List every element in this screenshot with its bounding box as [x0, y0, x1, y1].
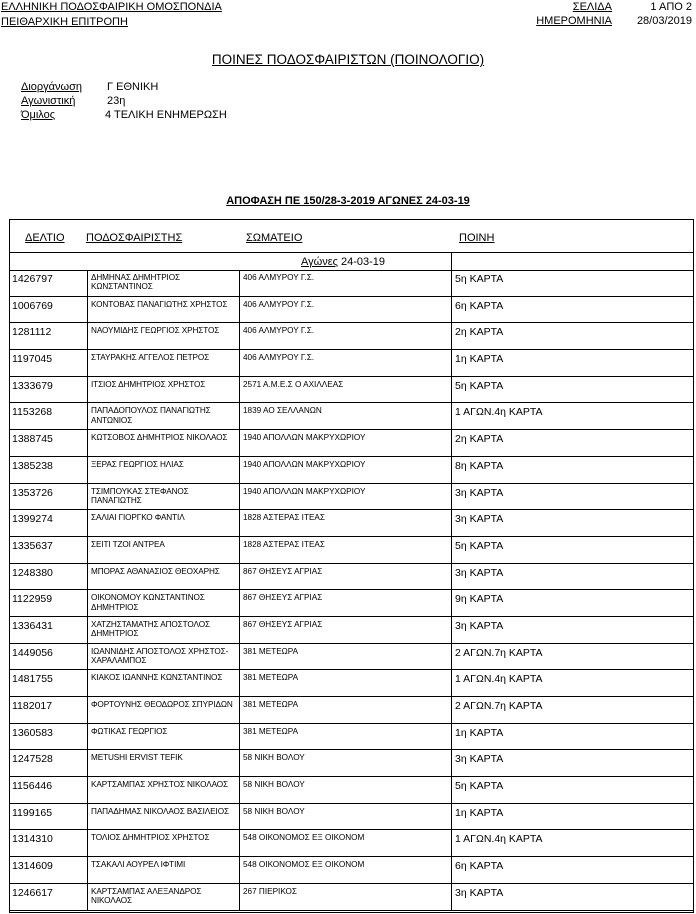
club-name-cell: 381 ΜΕΤΕΩΡΑ — [239, 670, 451, 696]
card-number-cell: 1314310 — [12, 833, 53, 846]
club-name-cell: 1940 ΑΠΟΛΛΩΝ ΜΑΚΡΥΧΩΡΙΟΥ — [239, 430, 451, 456]
club-name-cell: 548 ΟΙΚΟΝΟΜΟΣ ΕΞ ΟΙΚΟΝΟΜ — [239, 830, 451, 856]
card-number-cell: 1360583 — [12, 726, 53, 739]
penalty-cell: 3η ΚΑΡΤΑ — [451, 884, 693, 910]
player-name-cell: ΔΗΜΗΝΑΣ ΔΗΜΗΤΡΙΟΣ ΚΩΝΣΤΑΝΤΙΝΟΣ — [87, 270, 239, 296]
player-name-cell: ΙΤΣΙΟΣ ΔΗΜΗΤΡΙΟΣ ΧΡΗΣΤΟΣ — [87, 377, 239, 403]
match-group-row — [10, 252, 693, 271]
document-title: ΠΟΙΝΕΣ ΠΟΔΟΣΦΑΙΡΙΣΤΩΝ (ΠΟΙΝΟΛΟΓΙΟ) — [211, 52, 485, 67]
table-row — [10, 430, 693, 457]
penalty-cell: 3η ΚΑΡΤΑ — [451, 617, 693, 643]
penalty-cell: 3η ΚΑΡΤΑ — [451, 484, 693, 510]
committee-name: ΠΕΙΘΑΡΧΙΚΗ ΕΠΙΤΡΟΠΗ — [1, 16, 128, 28]
penalty-cell: 1 ΑΓΩΝ.4η ΚΑΡΤΑ — [451, 670, 693, 696]
card-number-cell: 1248380 — [12, 566, 53, 579]
match-group-caption — [301, 256, 385, 268]
table-row — [10, 804, 693, 831]
table-row — [10, 697, 693, 724]
player-name-cell: ΟΙΚΟΝΟΜΟΥ ΚΩΝΣΤΑΝΤΙΝΟΣ ΔΗΜΗΤΡΙΟΣ — [87, 590, 239, 616]
player-name-cell: ΝΑΟΥΜΙΔΗΣ ΓΕΩΡΓΙΟΣ ΧΡΗΣΤΟΣ — [87, 323, 239, 349]
club-name-cell: 548 ΟΙΚΟΝΟΜΟΣ ΕΞ ΟΙΚΟΝΟΜ — [239, 857, 451, 883]
card-number-cell: 1399274 — [12, 513, 53, 526]
card-number-cell: 1335637 — [12, 539, 53, 552]
table-row — [10, 830, 693, 857]
match-group-date: 24-03-19 — [341, 256, 386, 268]
card-number-cell: 1246617 — [12, 886, 53, 899]
club-name-cell: 381 ΜΕΤΕΩΡΑ — [239, 697, 451, 723]
table-row — [10, 644, 693, 671]
player-name-cell: ΣΕΙΤΙ ΤΖΟΙ ΑΝΤΡΕΑ — [87, 537, 239, 563]
club-name-cell: 1828 ΑΣΤΕΡΑΣ ΙΤΕΑΣ — [239, 537, 451, 563]
page-label: ΣΕΛΙΔΑ — [572, 1, 612, 13]
club-name-cell: 1839 ΑΟ ΣΕΛΛΑΝΩΝ — [239, 403, 451, 429]
date-label: ΗΜΕΡΟΜΗΝΙΑ — [536, 15, 612, 27]
competition-value: Γ ΕΘΝΙΚΗ — [107, 81, 159, 93]
player-name-cell: METUSHI ERVIST TEFIK — [87, 750, 239, 776]
table-row — [10, 590, 693, 617]
table-row — [10, 323, 693, 350]
federation-name: ΕΛΛΗΝΙΚΗ ΠΟΔΟΣΦΑΙΡΙΚΗ ΟΜΟΣΠΟΝΔΙΑ — [1, 1, 222, 13]
card-number-cell: 1388745 — [12, 433, 53, 446]
penalty-cell: 3η ΚΑΡΤΑ — [451, 564, 693, 590]
decision-heading: ΑΠΟΦΑΣΗ ΠΕ 150/28-3-2019 ΑΓΩΝΕΣ 24-03-19 — [226, 195, 470, 207]
player-name-cell: ΙΩΑΝΝΙΔΗΣ ΑΠΟΣΤΟΛΟΣ ΧΡΗΣΤΟΣ-ΧΑΡΑΛΑΜΠΟΣ — [87, 644, 239, 670]
club-name-cell: 867 ΘΗΣΕΥΣ ΑΓΡΙΑΣ — [239, 590, 451, 616]
card-number-cell: 1353726 — [12, 486, 53, 499]
card-number-cell: 1197045 — [12, 353, 53, 366]
table-row — [10, 724, 693, 751]
club-name-cell: 406 ΑΛΜΥΡΟΥ Γ.Σ. — [239, 270, 451, 296]
penalty-cell: 1η ΚΑΡΤΑ — [451, 350, 693, 376]
player-name-cell: ΦΟΡΤΟΥΝΗΣ ΘΕΟΔΩΡΟΣ ΣΠΥΡΙΔΩΝ — [87, 697, 239, 723]
player-name-cell: ΧΑΤΖΗΣΤΑΜΑΤΗΣ ΑΠΟΣΤΟΛΟΣ ΔΗΜΗΤΡΙΟΣ — [87, 617, 239, 643]
matchday-value: 23η — [107, 95, 126, 107]
club-name-cell: 58 ΝΙΚΗ ΒΟΛΟΥ — [239, 804, 451, 830]
penalty-cell: 3η ΚΑΡΤΑ — [451, 510, 693, 536]
player-name-cell: ΚΟΝΤΟΒΑΣ ΠΑΝΑΓΙΩΤΗΣ ΧΡΗΣΤΟΣ — [87, 297, 239, 323]
card-number-cell: 1449056 — [12, 646, 53, 659]
player-name-cell: ΚΙΑΚΟΣ ΙΩΑΝΝΗΣ ΚΩΝΣΤΑΝΤΙΝΟΣ — [87, 670, 239, 696]
club-name-cell: 58 ΝΙΚΗ ΒΟΛΟΥ — [239, 750, 451, 776]
card-number-cell: 1314609 — [12, 860, 53, 873]
player-name-cell: ΠΑΠΑΔΟΠΟΥΛΟΣ ΠΑΝΑΓΙΩΤΗΣ ΑΝΤΩΝΙΟΣ — [87, 403, 239, 429]
card-number-cell: 1182017 — [12, 700, 53, 712]
match-group-label: Αγώνες — [301, 256, 338, 268]
penalty-cell: 6η ΚΑΡΤΑ — [451, 857, 693, 883]
penalty-cell: 6η ΚΑΡΤΑ — [451, 297, 693, 323]
player-name-cell: ΤΣΑΚΑΛΙ ΑΟΥΡΕΛ ΙΦΤΙΜΙ — [87, 857, 239, 883]
penalty-cell: 1 ΑΓΩΝ.4η ΚΑΡΤΑ — [451, 830, 693, 856]
column-header-penalty: ΠΟΙΝΗ — [459, 232, 495, 244]
player-name-cell: ΠΑΠΑΔΗΜΑΣ ΝΙΚΟΛΑΟΣ ΒΑΣΙΛΕΙΟΣ — [87, 804, 239, 830]
card-number-cell: 1385238 — [12, 459, 53, 472]
date-value: 28/03/2019 — [636, 15, 692, 27]
penalty-cell: 2η ΚΑΡΤΑ — [451, 430, 693, 456]
club-name-cell: 381 ΜΕΤΕΩΡΑ — [239, 724, 451, 750]
card-number-cell: 1153268 — [12, 406, 53, 419]
player-name-cell: ΞΕΡΑΣ ΓΕΩΡΓΙΟΣ ΗΛΙΑΣ — [87, 457, 239, 483]
table-row — [10, 270, 693, 297]
club-name-cell: 867 ΘΗΣΕΥΣ ΑΓΡΙΑΣ — [239, 564, 451, 590]
club-name-cell: 406 ΑΛΜΥΡΟΥ Γ.Σ. — [239, 323, 451, 349]
card-number-cell: 1426797 — [12, 273, 53, 285]
table-row — [10, 350, 693, 377]
penalty-cell: 5η ΚΑΡΤΑ — [451, 377, 693, 403]
table-row — [10, 484, 693, 511]
player-name-cell: ΚΑΡΤΣΑΜΠΑΣ ΧΡΗΣΤΟΣ ΝΙΚΟΛΑΟΣ — [87, 777, 239, 803]
competition-label: Διοργάνωση — [21, 81, 83, 93]
table-row — [10, 750, 693, 777]
penalty-cell: 2 ΑΓΩΝ.7η ΚΑΡΤΑ — [451, 697, 693, 723]
penalty-cell: 2 ΑΓΩΝ.7η ΚΑΡΤΑ — [451, 644, 693, 670]
penalty-cell: 5η ΚΑΡΤΑ — [451, 777, 693, 803]
card-number-cell: 1199165 — [12, 806, 53, 819]
group-divider — [451, 253, 452, 270]
club-name-cell: 58 ΝΙΚΗ ΒΟΛΟΥ — [239, 777, 451, 803]
penalty-cell: 5η ΚΑΡΤΑ — [451, 270, 693, 296]
player-name-cell: ΚΩΤΣΟΒΟΣ ΔΗΜΗΤΡΙΟΣ ΝΙΚΟΛΑΟΣ — [87, 430, 239, 456]
table-row — [10, 670, 693, 697]
penalty-cell: 3η ΚΑΡΤΑ — [451, 750, 693, 776]
table-row — [10, 564, 693, 591]
club-name-cell: 1940 ΑΠΟΛΛΩΝ ΜΑΚΡΥΧΩΡΙΟΥ — [239, 457, 451, 483]
table-row — [10, 377, 693, 404]
club-name-cell: 1828 ΑΣΤΕΡΑΣ ΙΤΕΑΣ — [239, 510, 451, 536]
penalty-cell: 1 ΑΓΩΝ.4η ΚΑΡΤΑ — [451, 403, 693, 429]
table-row — [10, 297, 693, 324]
table-row — [10, 537, 693, 564]
club-name-cell: 406 ΑΛΜΥΡΟΥ Γ.Σ. — [239, 350, 451, 376]
club-name-cell: 267 ΠΙΕΡΙΚΟΣ — [239, 884, 451, 910]
table-row — [10, 777, 693, 804]
card-number-cell: 1122959 — [12, 593, 53, 606]
table-row — [10, 857, 693, 884]
player-name-cell: ΤΣΙΜΠΟΥΚΑΣ ΣΤΕΦΑΝΟΣ ΠΑΝΑΓΙΩΤΗΣ — [87, 484, 239, 510]
group-label: Όμιλος — [21, 109, 56, 121]
club-name-cell: 406 ΑΛΜΥΡΟΥ Γ.Σ. — [239, 297, 451, 323]
card-number-cell: 1333679 — [12, 379, 53, 392]
card-number-cell: 1247528 — [12, 753, 53, 766]
club-name-cell: 2571 Α.Μ.Ε.Σ Ο ΑΧΙΛΛΕΑΣ — [239, 377, 451, 403]
column-header-player: ΠΟΔΟΣΦΑΙΡΙΣΤΗΣ — [86, 232, 183, 244]
table-row — [10, 403, 693, 430]
club-name-cell: 867 ΘΗΣΕΥΣ ΑΓΡΙΑΣ — [239, 617, 451, 643]
player-name-cell: ΣΤΑΥΡΑΚΗΣ ΑΓΓΕΛΟΣ ΠΕΤΡΟΣ — [87, 350, 239, 376]
club-name-cell: 381 ΜΕΤΕΩΡΑ — [239, 644, 451, 670]
table-row — [10, 510, 693, 537]
column-header-club: ΣΩΜΑΤΕΙΟ — [246, 232, 303, 244]
club-name-cell: 1940 ΑΠΟΛΛΩΝ ΜΑΚΡΥΧΩΡΙΟΥ — [239, 484, 451, 510]
penalty-cell: 1η ΚΑΡΤΑ — [451, 804, 693, 830]
player-name-cell: ΚΑΡΤΣΑΜΠΑΣ ΑΛΕΞΑΝΔΡΟΣ ΝΙΚΟΛΑΟΣ — [87, 884, 239, 910]
card-number-cell: 1336431 — [12, 619, 53, 632]
player-name-cell: ΦΩΤΙΚΑΣ ΓΕΩΡΓΙΟΣ — [87, 724, 239, 750]
column-header-card: ΔΕΛΤΙΟ — [25, 232, 65, 244]
player-name-cell: ΣΑΛΙΑΙ ΓΙΟΡΓΚΟ ΦΑΝΤΙΛ — [87, 510, 239, 536]
player-name-cell: ΜΠΟΡΑΣ ΑΘΑΝΑΣΙΟΣ ΘΕΟΧΑΡΗΣ — [87, 564, 239, 590]
group-value: 4 ΤΕΛΙΚΗ ΕΝΗΜΕΡΩΣΗ — [105, 109, 227, 121]
table-body — [10, 270, 693, 911]
penalty-cell: 5η ΚΑΡΤΑ — [451, 537, 693, 563]
page-value: 1 ΑΠΟ 2 — [650, 1, 692, 13]
card-number-cell: 1281112 — [12, 326, 52, 339]
matchday-label: Αγωνιστική — [21, 95, 76, 107]
penalty-cell: 9η ΚΑΡΤΑ — [451, 590, 693, 616]
card-number-cell: 1156446 — [12, 780, 53, 793]
card-number-cell: 1006769 — [12, 299, 53, 312]
table-row — [10, 617, 693, 644]
penalties-table — [9, 219, 694, 913]
table-row — [10, 884, 693, 911]
card-number-cell: 1481755 — [12, 673, 53, 686]
player-name-cell: ΤΟΛΙΟΣ ΔΗΜΗΤΡΙΟΣ ΧΡΗΣΤΟΣ — [87, 830, 239, 856]
penalty-cell: 2η ΚΑΡΤΑ — [451, 323, 693, 349]
penalty-cell: 1η ΚΑΡΤΑ — [451, 724, 693, 750]
penalty-cell: 8η ΚΑΡΤΑ — [451, 457, 693, 483]
table-row — [10, 457, 693, 484]
